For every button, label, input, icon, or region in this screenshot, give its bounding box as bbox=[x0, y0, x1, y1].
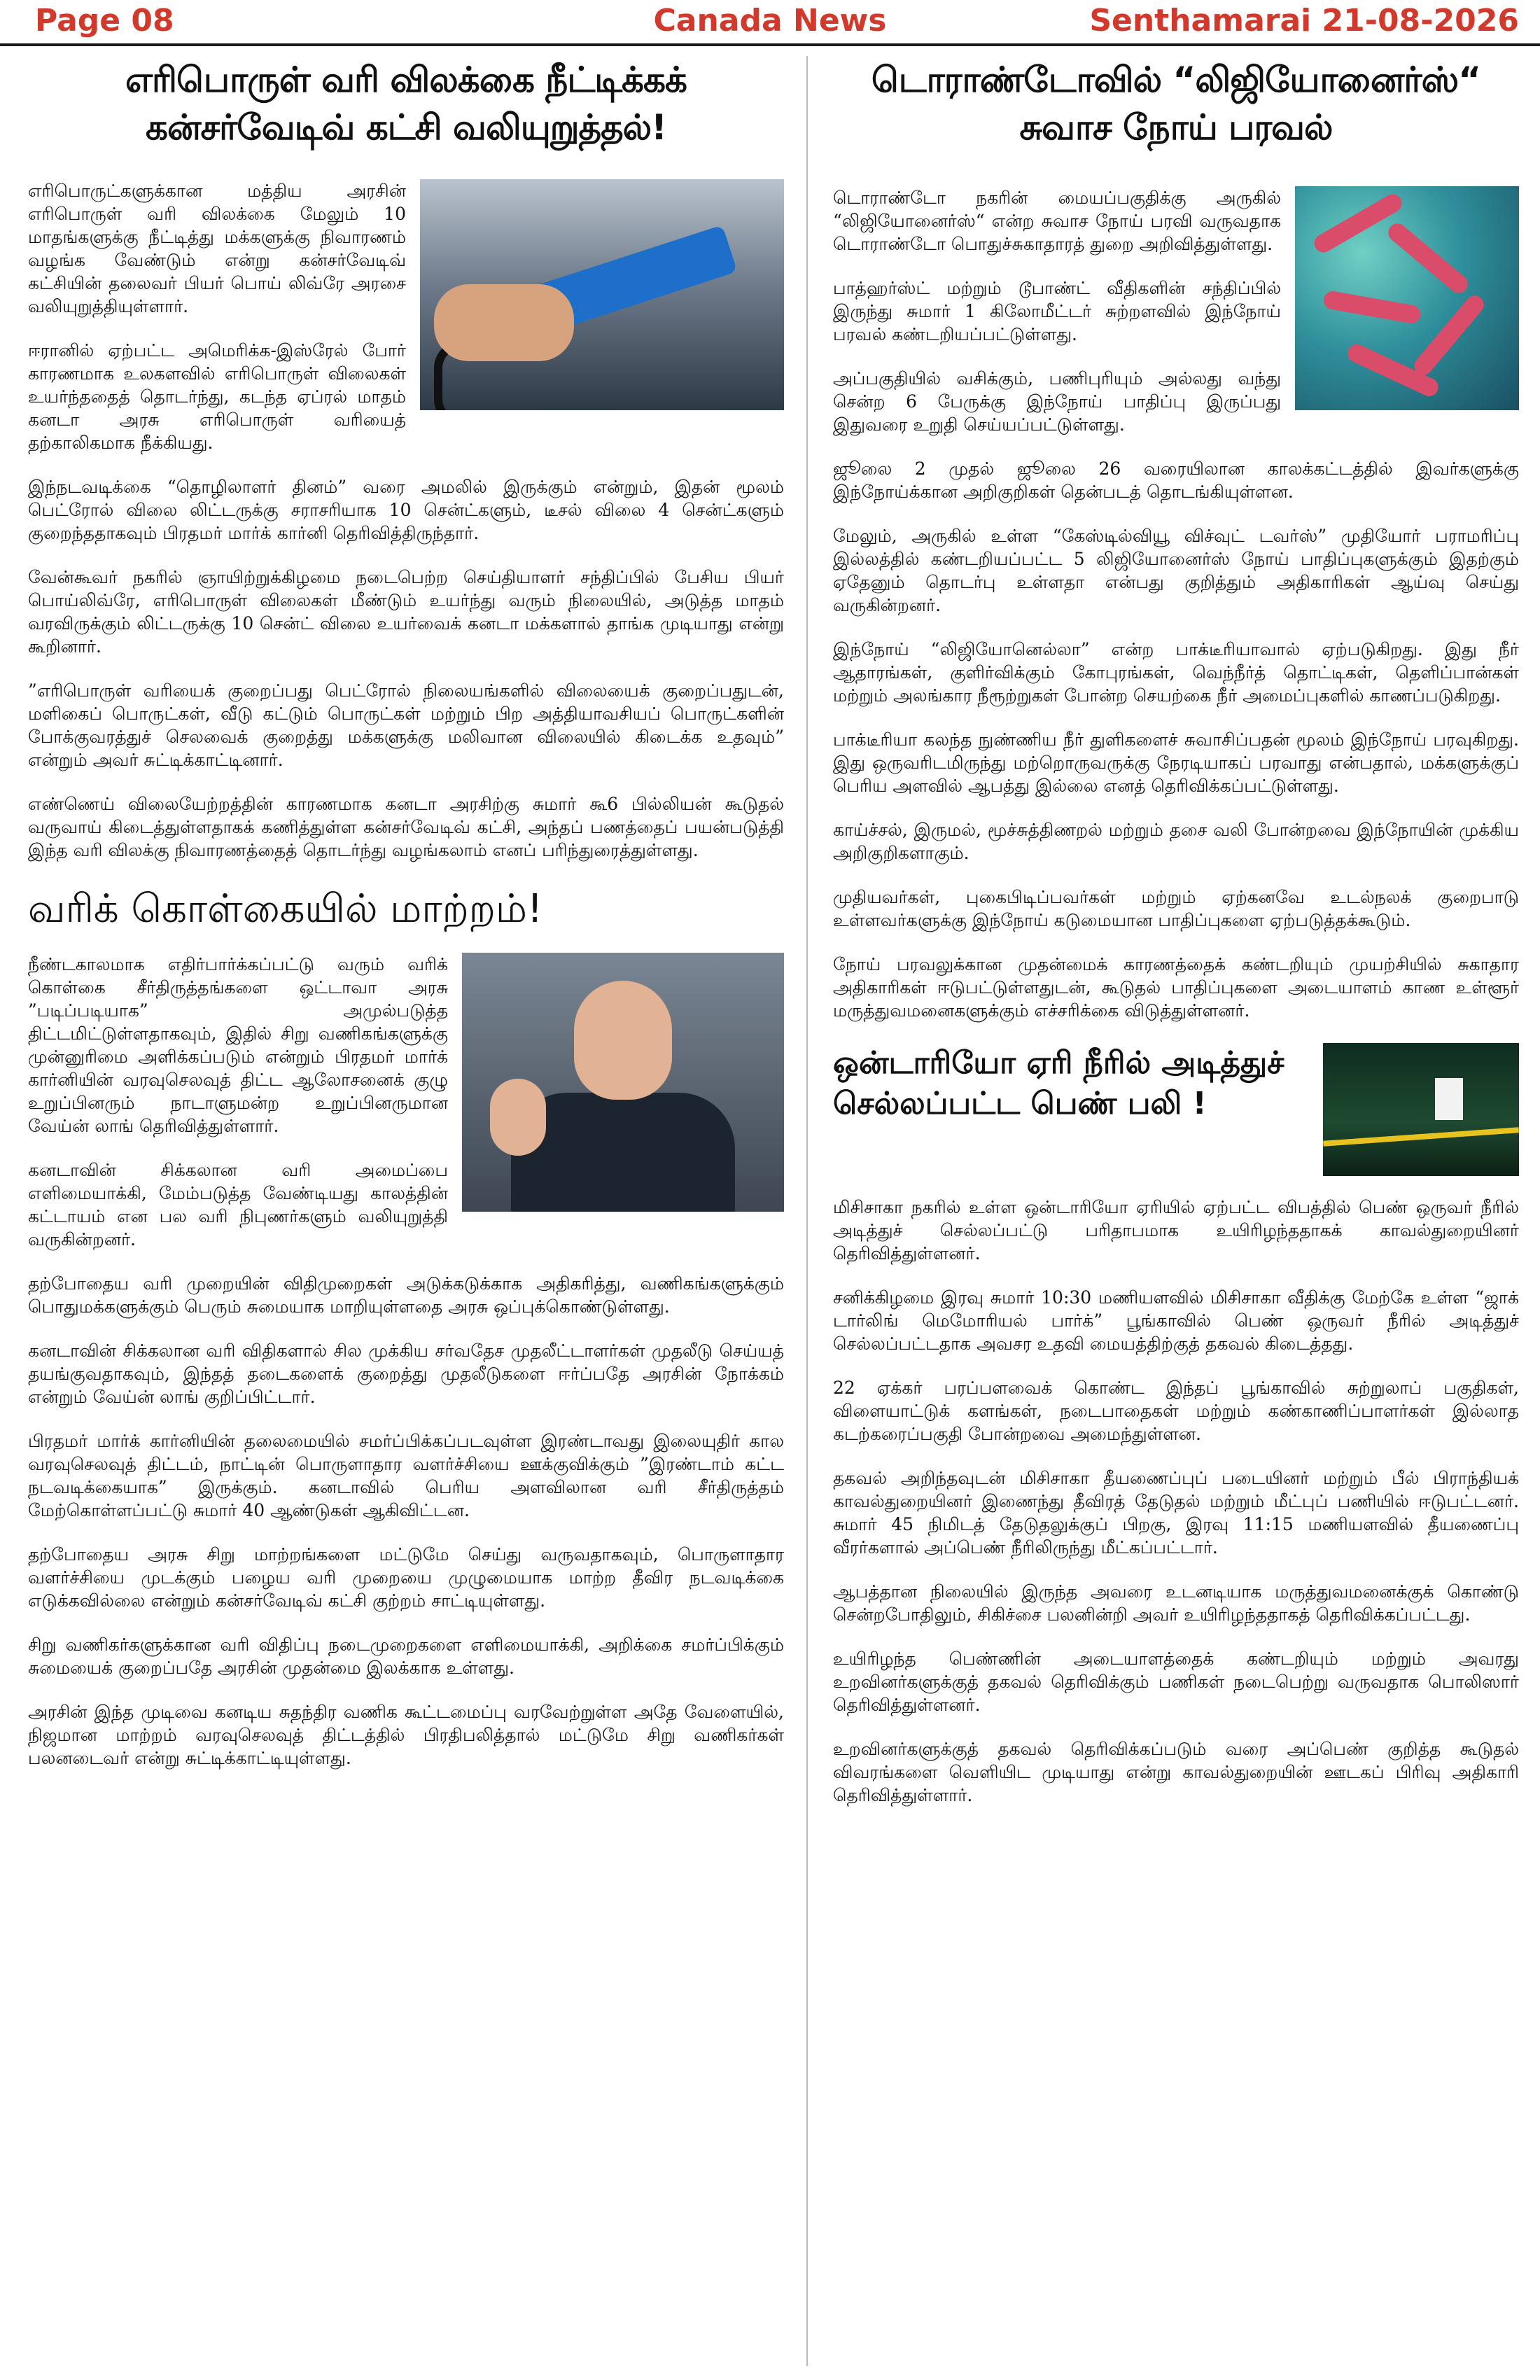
fuel-para-4: வேன்கூவர் நகரில் ஞாயிற்றுக்கிழமை நடைபெற்ற செய்தியாளர் சந்திப்பில் பேசிய பியர் பொய்லிவ்ரே, எரிபொருள் விலைகள் மீண்டும் உயர்ந்து வரும் நிலையில், அடுத்த மாதம் வரவிருக்கும் லிட்டருக்கு 10 சென்ட் விலை உயர்வைக் கனடா மக்களால் தாங்க முடியாது என்று கூறினார். bbox=[28, 567, 784, 657]
legion-para-1: டொராண்டோ நகரின் மையப்பகுதிக்கு அருகில் “லிஜியோனைர்ஸ்“ என்ற சுவாச நோய் பரவி வருவதாக டொராண்டோ பொதுச்சுகாதாரத் துறை அறிவித்துள்ளது. bbox=[833, 188, 1281, 254]
wayne-long-photo bbox=[462, 953, 784, 1212]
drown-para-1: மிசிசாகா நகரில் உள்ள ஒன்டாரியோ ஏரியில் ஏற்பட்ட விபத்தில் பெண் ஒருவர் நீரில் அடித்துச் செல்லப்பட்டு பரிதாபமாக உயிரிழந்ததாகக் காவல்துறையினர் தெரிவித்துள்ளனர். bbox=[833, 1197, 1519, 1264]
fuel-para-3: இந்நடவடிக்கை “தொழிலாளர் தினம்” வரை அமலில் இருக்கும் என்றும், இதன் மூலம் பெட்ரோல் விலை லிட்டருக்கு சராசரியாக 10 சென்ட்களும், டீசல் விலை 4 சென்ட்களும் குறைந்ததாகவும் பிரதமர் மார்க் கார்னி தெரிவித்திருந்தார். bbox=[28, 477, 784, 543]
legion-para-4: ஜூலை 2 முதல் ஜூலை 26 வரையிலான காலக்கட்டத்தில் இவர்களுக்கு இந்நோய்க்கான அறிகுறிகள் தென்படத் தொடங்கியுள்ளன. bbox=[833, 458, 1519, 502]
right-column bbox=[833, 56, 1519, 2366]
page-number: Page 08 bbox=[35, 3, 174, 38]
legionnaires-article bbox=[833, 186, 1519, 1022]
drown-para-3: 22 ஏக்கர் பரப்பளவைக் கொண்ட இந்தப் பூங்காவில் சுற்றுலாப் பகுதிகள், விளையாட்டுக் களங்கள், நடைபாதைகள் மற்றும் கண்காணிப்பாளர்கள் இல்லாத கடற்கரைப்பகுதி போன்றவை அமைந்துள்ளன. bbox=[833, 1378, 1519, 1444]
tax-para-1: நீண்டகாலமாக எதிர்பார்க்கப்பட்டு வரும் வரிக் கொள்கை சீர்திருத்தங்களை ஒட்டாவா அரசு ”படிப்படியாக” அமுல்படுத்த திட்டமிட்டுள்ளதாகவும், இதில் சிறு வணிகங்களுக்கு முன்னுரிமை அளிக்கப்படும் என்றும் பிரதமர் மார்க் கார்னியின் வரவுசெலவுத் திட்ட ஆலோசனைக் குழு உறுப்பினரும் நாடாளுமன்ற உறுப்பினருமான வேய்ன் லாங் தெரிவித்துள்ளார். bbox=[28, 954, 448, 1136]
fuel-para-1: எரிபொருட்களுக்கான மத்திய அரசின் எரிபொருள் வரி விலக்கை மேலும் 10 மாதங்களுக்கு நீட்டித்து மக்களுக்கு நிவாரணம் வழங்க வேண்டும் என்று கன்சர்வேடிவ் கட்சியின் தலைவர் பியர் பொய் லிவ்ரே அரசை வலியுறுத்தியுள்ளார். bbox=[28, 181, 406, 316]
drown-para-4: தகவல் அறிந்தவுடன் மிசிசாகா தீயணைப்புப் படையினர் மற்றும் பீல் பிராந்தியக் காவல்துறையினர் இணைந்து தீவிரத் தேடுதல் மற்றும் மீட்புப் பணியில் ஈடுபட்டனர். சுமார் 45 நிமிடத் தேடுதலுக்குப் பிறகு, இரவு 11:15 மணியளவில் தீயணைப்பு வீரர்களால் அப்பெண் நீரிலிருந்து மீட்கப்பட்டார். bbox=[833, 1468, 1519, 1558]
page-header bbox=[0, 0, 1540, 46]
drown-para-7: உறவினர்களுக்குத் தகவல் தெரிவிக்கப்படும் வரை அப்பெண் குறித்த கூடுதல் விவரங்களை வெளியிட முடியாது என்று காவல்துறையின் ஊடகப் பிரிவு அதிகாரி தெரிவித்துள்ளார். bbox=[833, 1739, 1519, 1805]
legion-para-6: இந்நோய் “லிஜியோனெல்லா” என்ற பாக்டீரியாவால் ஏற்படுகிறது. இது நீர் ஆதாரங்கள், குளிர்விக்கும் கோபுரங்கள், வெந்நீர்த் தொட்டிகள், தெளிப்பான்கள் மற்றும் அலங்கார நீரூற்றுகள் போன்ற செயற்கை நீர் அமைப்புகளில் காணப்படுகிறது. bbox=[833, 639, 1519, 706]
tax-para-5: பிரதமர் மார்க் கார்னியின் தலைமையில் சமர்ப்பிக்கப்படவுள்ள இரண்டாவது இலையுதிர் கால வரவுசெலவுத் திட்டம், நாட்டின் பொருளாதார வளர்ச்சியை ஊக்குவிக்கும் ”இரண்டாம் கட்ட நடவடிக்கையாக” இருக்கும். கனடாவில் பெரிய அளவிலான வரி சீர்திருத்தம் மேற்கொள்ளப்பட்டு சுமார் 40 ஆண்டுகள் ஆகிவிட்டன. bbox=[28, 1431, 784, 1520]
drowning-header-block bbox=[833, 1043, 1519, 1184]
tax-para-4: கனடாவின் சிக்கலான வரி விதிகளால் சில முக்கிய சர்வதேச முதலீட்டாளர்கள் முதலீடு செய்யத் தயங்குவதாகவும், இந்தத் தடைகளைக் குறைத்து முதலீடுகளை ஈர்ப்பதே அரசின் நோக்கம் என்றும் வேய்ன் லாங் குறிப்பிட்டார். bbox=[28, 1340, 784, 1407]
drowning-article bbox=[833, 1196, 1519, 1807]
legion-para-10: நோய் பரவலுக்கான முதன்மைக் காரணத்தைக் கண்டறியும் முயற்சியில் சுகாதார அதிகாரிகள் ஈடுபட்டுள்ளதுடன், கூடுதல் பாதிப்புகளை அடையாளம் காண உள்ளூர் மருத்துவமனைகளுக்கும் எச்சரிக்கை விடுத்துள்ளனர். bbox=[833, 954, 1519, 1021]
drown-para-6: உயிரிழந்த பெண்ணின் அடையாளத்தைக் கண்டறியும் மற்றும் அவரது உறவினர்களுக்குத் தகவல் தெரிவிக்கும் பணிகள் நடைபெற்று வருவதாக பொலிஸார் தெரிவித்துள்ளனர். bbox=[833, 1648, 1519, 1715]
drowning-headline: ஒன்டாரியோ ஏரி நீரில் அடித்துச் செல்லப்பட்ட பெண் பலி ! bbox=[833, 1045, 1284, 1121]
tax-para-2: கனடாவின் சிக்கலான வரி அமைப்பை எளிமையாக்கி, மேம்படுத்த வேண்டியது காலத்தின் கட்டாயம் என பல வரி நிபுணர்களும் வலியுறுத்தி வருகின்றனர். bbox=[28, 1160, 448, 1250]
legion-para-5: மேலும், அருகில் உள்ள “கேஸ்டில்வியூ விச்வுட் டவர்ஸ்” முதியோர் பராமரிப்பு இல்லத்தில் கண்டறியப்பட்ட 5 லிஜியோனைர்ஸ் நோய் பாதிப்புகளுக்கும் இதற்கும் ஏதேனும் தொடர்பு உள்ளதா என்பது குறித்தும் அதிகாரிகள் ஆய்வு செய்து வருகின்றனர். bbox=[833, 526, 1519, 615]
column-divider bbox=[806, 56, 808, 2366]
fuel-para-2: ஈரானில் ஏற்பட்ட அமெரிக்க-இஸ்ரேல் போர் காரணமாக உலகளவில் எரிபொருள் விலைகள் உயர்ந்ததைத் தொடர்ந்து, கடந்த ஏப்ரல் மாதம் கனடா அரசு எரிபொருள் வரியைத் தற்காலிகமாக நீக்கியது. bbox=[28, 340, 406, 453]
legion-para-2: பாத்ஹர்ஸ்ட் மற்றும் டூபாண்ட் வீதிகளின் சந்திப்பில் இருந்து சுமார் 1 கிலோமீட்டர் சுற்றளவில் இந்நோய் பரவல் கண்டறியப்பட்டுள்ளது. bbox=[833, 278, 1281, 344]
tax-para-8: அரசின் இந்த முடிவை கனடிய சுதந்திர வணிக கூட்டமைப்பு வரவேற்றுள்ள அதே வேளையில், நிஜமான மாற்றம் வரவுசெலவுத் திட்டத்தில் பிரதிபலித்தால் மட்டுமே சிறு வணிகர்கள் பலனடைவர் என்று சுட்டிக்காட்டியுள்ளது. bbox=[28, 1702, 784, 1768]
tax-para-3: தற்போதைய வரி முறையின் விதிமுறைகள் அடுக்கடுக்காக அதிகரித்து, வணிகங்களுக்கும் பொதுமக்களுக்கும் பெரும் சுமையாக மாறியுள்ளதை அரசு ஒப்புக்கொண்டுள்ளது. bbox=[28, 1273, 784, 1317]
drown-para-2: சனிக்கிழமை இரவு சுமார் 10:30 மணியளவில் மிசிசாகா வீதிக்கு மேற்கே உள்ள “ஜாக் டார்லிங் மெமோரியல் பார்க்” பூங்காவில் பெண் ஒருவர் நீரில் அடித்துச் செல்லப்பட்டதாக அவசர உதவி மையத்திற்குத் தகவல் கிடைத்தது. bbox=[833, 1287, 1519, 1354]
section-name: Canada News bbox=[653, 3, 887, 38]
legion-para-8: காய்ச்சல், இருமல், மூச்சுத்திணறல் மற்றும் தசை வலி போன்றவை இந்நோயின் முக்கிய அறிகுறிகளாகும். bbox=[833, 820, 1519, 863]
fuel-para-5: ”எரிபொருள் வரியைக் குறைப்பது பெட்ரோல் நிலையங்களில் விலையைக் குறைப்பதுடன், மளிகைப் பொருட்கள், வீடு கட்டும் பொருட்கள் மற்றும் பிற அத்தியாவசியப் பொருட்களின் போக்குவரத்துச் செலவைக் குறைத்து மக்களுக்கு மலிவான விலையில் கிடைக்க உதவும்” என்றும் அவர் சுட்டிக்காட்டினார். bbox=[28, 680, 784, 770]
bacteria-photo bbox=[1295, 186, 1519, 410]
drown-para-5: ஆபத்தான நிலையில் இருந்த அவரை உடனடியாக மருத்துவமனைக்குக் கொண்டு சென்றபோதிலும், சிகிச்சை பலனின்றி அவர் உயிரிழந்ததாகத் தெரிவிக்கப்பட்டது. bbox=[833, 1581, 1519, 1625]
legion-para-7: பாக்டீரியா கலந்த நுண்ணிய நீர் துளிகளைச் சுவாசிப்பதன் மூலம் இந்நோய் பரவுகிறது. இது ஒருவரிடமிருந்து மற்றொருவருக்கு நேரடியாகப் பரவாது என்பதால், மக்களுக்குப் பெரிய அளவில் ஆபத்து இல்லை எனத் தெரிவிக்கப்பட்டுள்ளது. bbox=[833, 729, 1519, 796]
paper-date: Senthamarai 21-08-2026 bbox=[1089, 3, 1519, 38]
fuel-tax-headline: எரிபொருள் வரி விலக்கை நீட்டிக்கக் கன்சர்வேடிவ் கட்சி வலியுறுத்தல்! bbox=[125, 59, 687, 148]
park-photo bbox=[1323, 1043, 1519, 1176]
legionnaires-headline: டொராண்டோவில் “லிஜியோனைர்ஸ்“ சுவாச நோய் பரவல் bbox=[871, 59, 1481, 148]
fuel-tax-article bbox=[28, 179, 784, 862]
legion-para-3: அப்பகுதியில் வசிக்கும், பணிபுரியும் அல்லது வந்து சென்ற 6 பேருக்கு இந்நோய் பாதிப்பு இருப்பது இதுவரை உறுதி செய்யப்பட்டுள்ளது. bbox=[833, 368, 1281, 435]
left-column bbox=[28, 56, 784, 2366]
fuel-pump-photo bbox=[420, 179, 784, 410]
tax-policy-headline: வரிக் கொள்கையில் மாற்றம்! bbox=[28, 886, 543, 932]
fuel-para-6: எண்ணெய் விலையேற்றத்தின் காரணமாக கனடா அரசிற்கு சுமார் கூ6 பில்லியன் கூடுதல் வருவாய் கிடைத்துள்ளதாகக் கணித்துள்ள கன்சர்வேடிவ் கட்சி, அந்தப் பணத்தைப் பயன்படுத்தி இந்த வரி விலக்கு நிவாரணத்தைத் தொடர்ந்து வழங்கலாம் எனப் பரிந்துரைத்துள்ளது. bbox=[28, 794, 784, 860]
tax-policy-article bbox=[28, 953, 784, 1770]
tax-para-6: தற்போதைய அரசு சிறு மாற்றங்களை மட்டுமே செய்து வருவதாகவும், பொருளாதார வளர்ச்சியை முடக்கும் பழைய வரி முறையை முழுமையாக மாற்ற தீவிர நடவடிக்கை எடுக்கவில்லை என்றும் கன்சர்வேடிவ் கட்சி குற்றம் சாட்டியுள்ளது. bbox=[28, 1544, 784, 1611]
tax-para-7: சிறு வணிகர்களுக்கான வரி விதிப்பு நடைமுறைகளை எளிமையாக்கி, அறிக்கை சமர்ப்பிக்கும் சுமையைக் குறைப்பதே அரசின் முதன்மை இலக்காக உள்ளது. bbox=[28, 1634, 784, 1678]
legion-para-9: முதியவர்கள், புகைபிடிப்பவர்கள் மற்றும் ஏற்கனவே உடல்நலக் குறைபாடு உள்ளவர்களுக்கு இந்நோய் கடுமையான பாதிப்புகளை ஏற்படுத்தக்கூடும். bbox=[833, 887, 1519, 930]
